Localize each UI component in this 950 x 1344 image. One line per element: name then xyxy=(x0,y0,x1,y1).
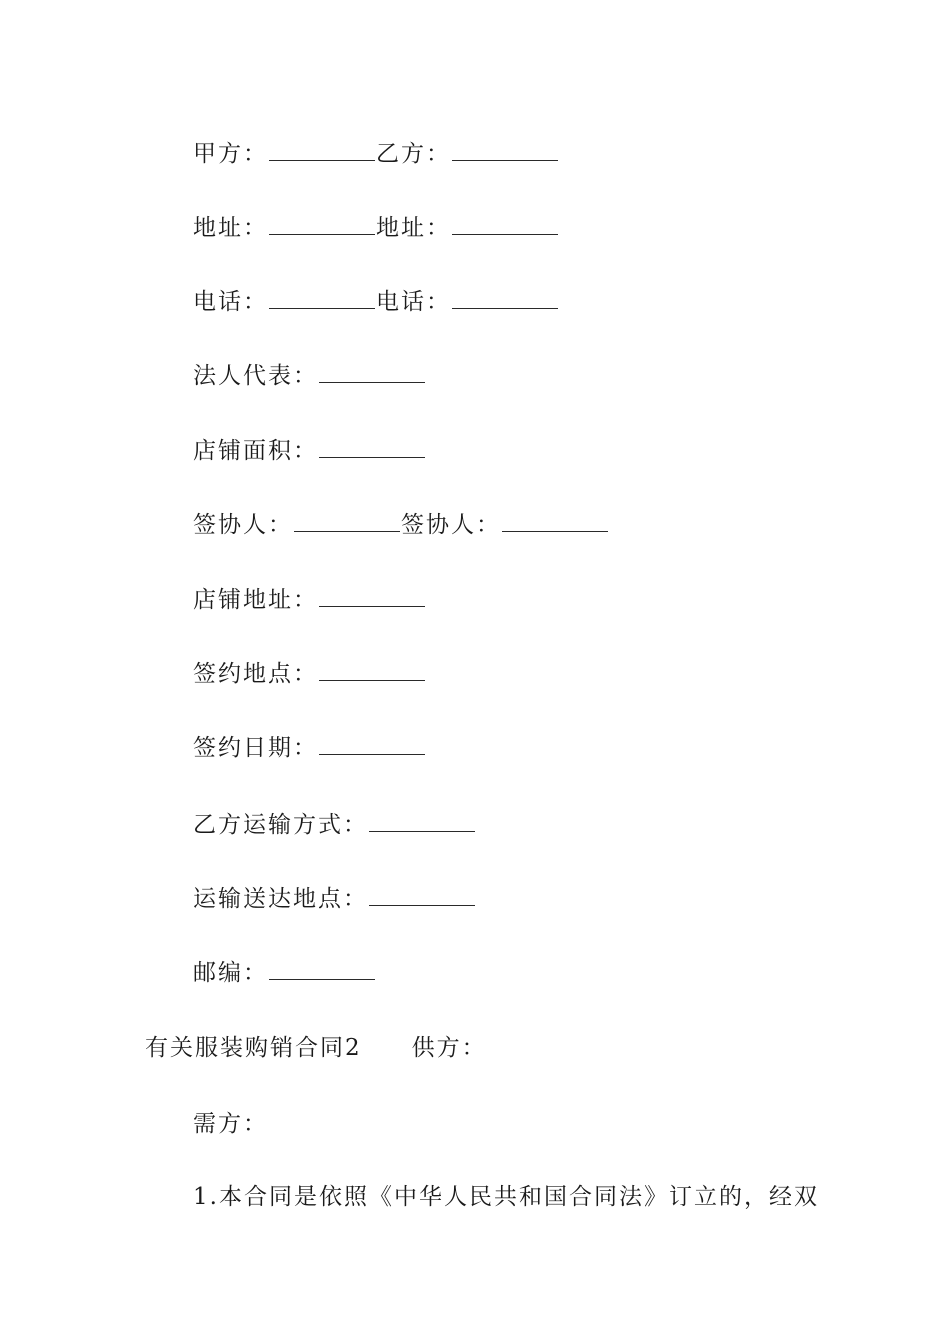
co-signer-a-blank xyxy=(294,509,400,532)
store-address-label: 店铺地址： xyxy=(193,587,318,613)
phone-b-blank xyxy=(452,286,558,309)
postcode-row xyxy=(193,956,376,990)
store-area-row xyxy=(193,434,426,468)
legal-rep-row xyxy=(193,359,426,393)
co-signer-b-blank xyxy=(502,509,608,532)
party-row xyxy=(193,137,559,171)
transport-method-row xyxy=(193,808,476,842)
phone-row xyxy=(193,285,559,319)
co-signer-row xyxy=(193,508,609,542)
postcode-blank xyxy=(269,957,375,980)
party-a-label: 甲方： xyxy=(193,141,268,167)
buyer-label: 需方： xyxy=(193,1111,268,1137)
delivery-place-row xyxy=(193,882,476,916)
legal-rep-label: 法人代表： xyxy=(193,363,318,389)
clause-1-text: 1.本合同是依照《中华人民共和国合同法》订立的，经双 xyxy=(193,1184,819,1210)
signing-place-row xyxy=(193,657,426,691)
store-address-row xyxy=(193,583,426,617)
co-signer-b-label: 签协人： xyxy=(401,512,501,538)
phone-a-blank xyxy=(269,286,375,309)
store-address-blank xyxy=(319,584,425,607)
address-row xyxy=(193,211,559,245)
party-b-label: 乙方： xyxy=(376,141,451,167)
clause-1 xyxy=(193,1180,819,1214)
section2-title: 有关服装购销合同2 xyxy=(145,1035,362,1061)
store-area-blank xyxy=(319,435,425,458)
signing-place-label: 签约地点： xyxy=(193,661,318,687)
address-a-label: 地址： xyxy=(193,215,268,241)
postcode-label: 邮编： xyxy=(193,960,268,986)
co-signer-a-label: 签协人： xyxy=(193,512,293,538)
store-area-label: 店铺面积： xyxy=(193,438,318,464)
phone-a-label: 电话： xyxy=(193,289,268,315)
buyer-row xyxy=(193,1107,268,1141)
signing-date-row xyxy=(193,731,426,765)
party-b-blank xyxy=(452,138,558,161)
signing-date-label: 签约日期： xyxy=(193,735,318,761)
address-a-blank xyxy=(269,212,375,235)
party-a-blank xyxy=(269,138,375,161)
transport-method-label: 乙方运输方式： xyxy=(193,812,368,838)
transport-method-blank xyxy=(369,809,475,832)
section2-heading-row xyxy=(145,1031,487,1065)
legal-rep-blank xyxy=(319,360,425,383)
address-b-blank xyxy=(452,212,558,235)
delivery-place-label: 运输送达地点： xyxy=(193,886,368,912)
address-b-label: 地址： xyxy=(376,215,451,241)
signing-place-blank xyxy=(319,658,425,681)
signing-date-blank xyxy=(319,732,425,755)
delivery-place-blank xyxy=(369,883,475,906)
supplier-label: 供方： xyxy=(411,1035,487,1061)
phone-b-label: 电话： xyxy=(376,289,451,315)
